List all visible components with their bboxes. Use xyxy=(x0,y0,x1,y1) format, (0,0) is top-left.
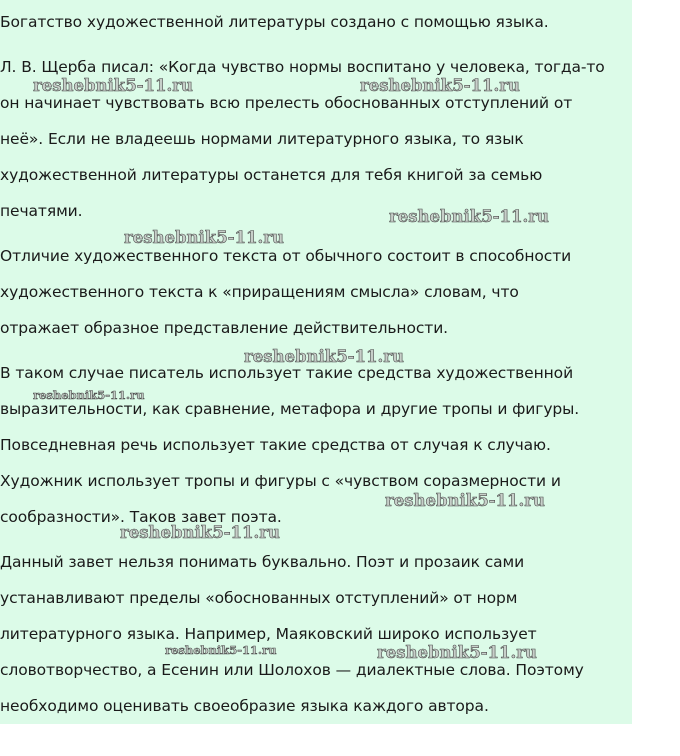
watermark: reshebnik5-11.ru xyxy=(244,347,404,366)
paragraph-4 xyxy=(0,355,632,535)
text-line: выразительности, как сравнение, метафора и другие тропы и фигуры. xyxy=(0,400,580,418)
watermark: reshebnik5-11.ru xyxy=(165,643,277,657)
paragraph-2 xyxy=(0,49,632,229)
text-line: В таком случае писатель использует такие средства художественной xyxy=(0,364,574,382)
paragraph-3 xyxy=(0,238,632,346)
text-line: Повседневная речь использует такие средства от случая к случаю. xyxy=(0,436,551,454)
text-line: отражает образное представление действительности. xyxy=(0,319,448,337)
watermark: reshebnik5-11.ru xyxy=(124,228,284,247)
text-line: Богатство художественной литературы создано с помощью языка. xyxy=(0,13,549,31)
text-line: литературного языка. Например, Маяковский широко использует xyxy=(0,625,537,643)
text-line: словотворчество, а Есенин или Шолохов — диалектные слова. Поэтому xyxy=(0,661,584,679)
watermark: reshebnik5-11.ru xyxy=(120,523,280,542)
text-line: печатями. xyxy=(0,202,83,220)
paragraph-1 xyxy=(0,4,632,40)
text-line: необходимо оценивать своеобразие языка каждого автора. xyxy=(0,697,489,715)
text-line: Данный завет нельзя понимать буквально. Поэт и прозаик сами xyxy=(0,553,525,571)
watermark: reshebnik5-11.ru xyxy=(33,76,193,95)
text-line: художественной литературы останется для тебя книгой за семью xyxy=(0,166,543,184)
watermark: reshebnik5-11.ru xyxy=(385,491,545,510)
watermark: reshebnik5-11.ru xyxy=(389,207,549,226)
text-line: он начинает чувствовать всю прелесть обоснованных отступлений от xyxy=(0,94,573,112)
text-line: Отличие художественного текста от обычного состоит в способности xyxy=(0,247,572,265)
watermark: reshebnik5-11.ru xyxy=(360,76,520,95)
text-line: сообразности». Таков завет поэта. xyxy=(0,508,282,526)
paragraph-5 xyxy=(0,544,632,724)
text-line: неё». Если не владеешь нормами литературного языка, то язык xyxy=(0,130,524,148)
watermark: reshebnik5-11.ru xyxy=(33,388,145,402)
text-line: Художник использует тропы и фигуры с «чувством соразмерности и xyxy=(0,472,561,490)
text-line: Л. В. Щерба писал: «Когда чувство нормы воспитано у человека, тогда-то xyxy=(0,58,605,76)
text-line: художественного текста к «приращениям смысла» словам, что xyxy=(0,283,519,301)
text-line: устанавливают пределы «обоснованных отступлений» от норм xyxy=(0,589,518,607)
watermark: reshebnik5-11.ru xyxy=(377,643,537,662)
